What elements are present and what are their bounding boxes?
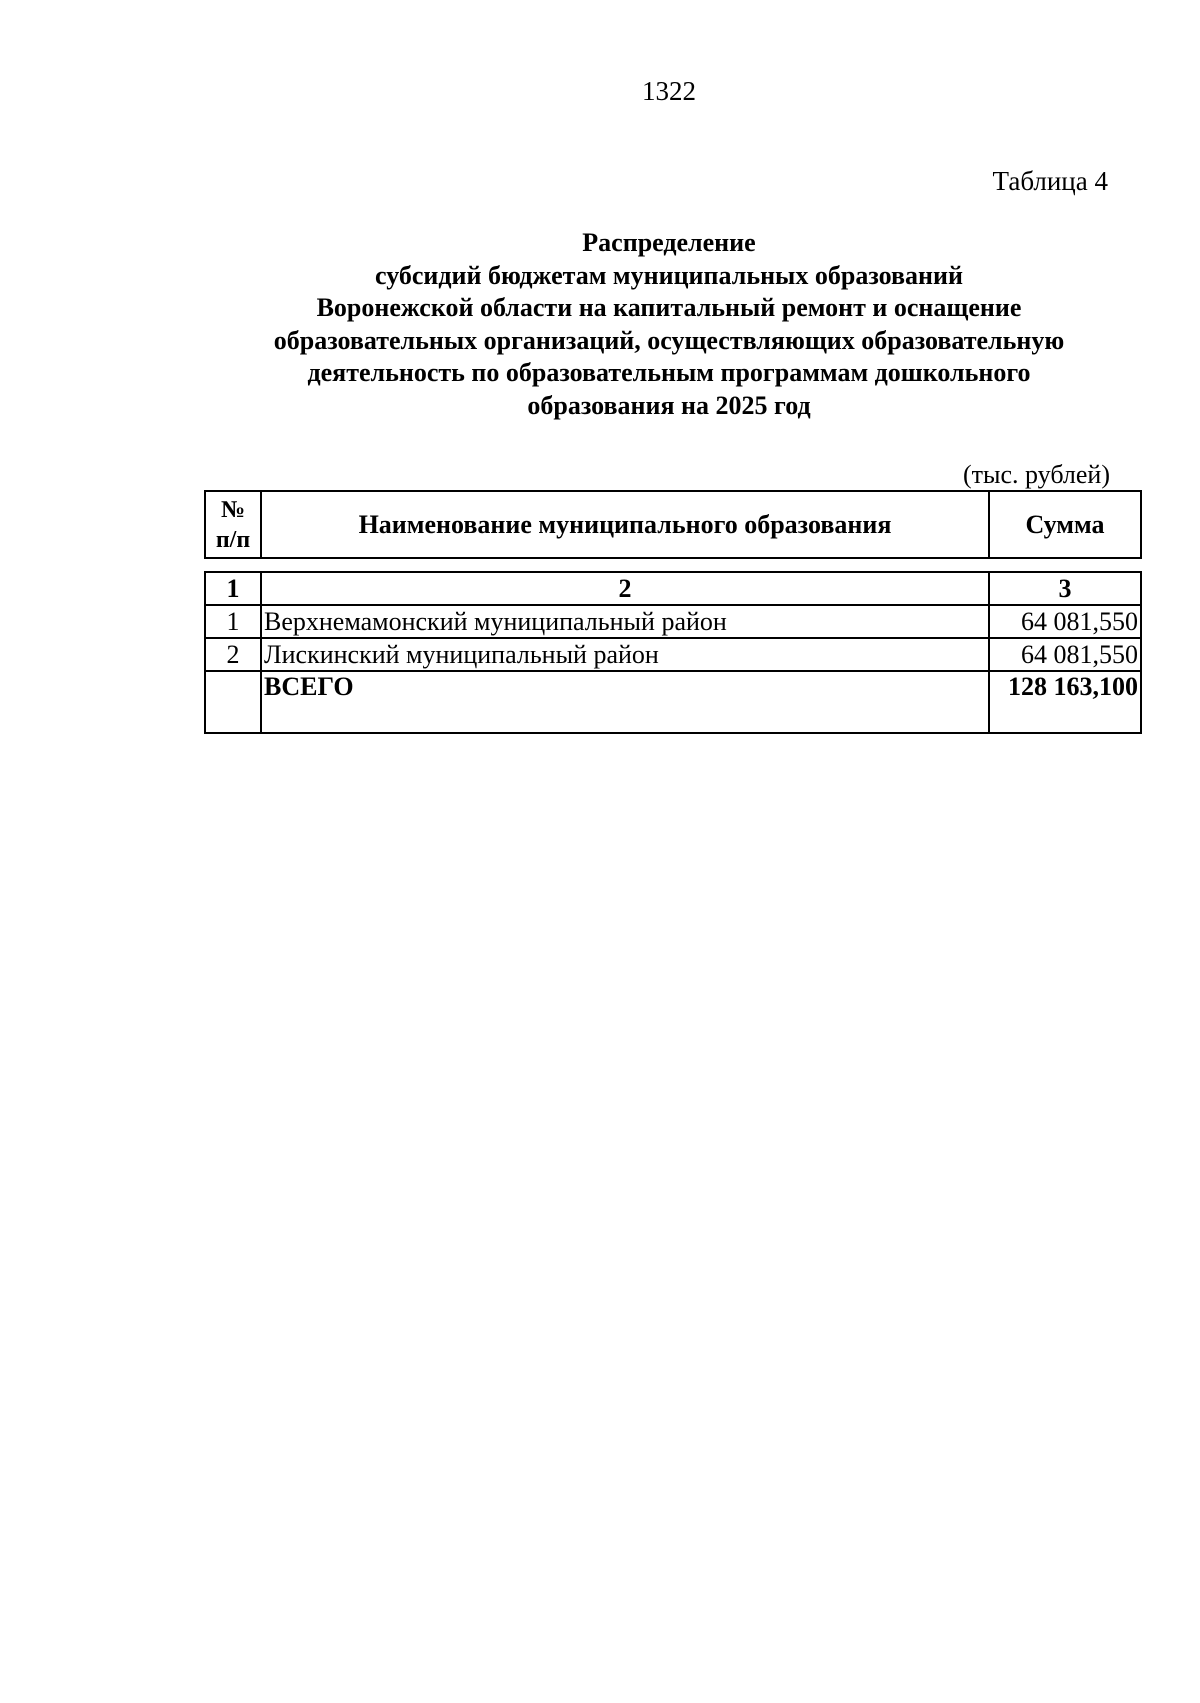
column-number: 3 — [989, 572, 1141, 605]
total-label: ВСЕГО — [261, 671, 989, 733]
table-row — [205, 605, 1141, 638]
title-line: образования на 2025 год — [527, 390, 811, 420]
total-sum: 128 163,100 — [989, 671, 1141, 733]
column-number: 1 — [205, 572, 261, 605]
row-name: Лискинский муниципальный район — [261, 638, 989, 671]
page-number: 1322 — [642, 76, 696, 106]
row-number: 1 — [205, 605, 261, 638]
column-number: 2 — [261, 572, 989, 605]
row-number: 2 — [205, 638, 261, 671]
header-number-abbr: п/п — [215, 526, 251, 553]
table-body — [204, 571, 1142, 734]
title-line: субсидий бюджетам муниципальных образований — [375, 260, 963, 290]
header-name: Наименование муниципального образования — [261, 491, 989, 558]
title-line: деятельность по образовательным программам дошкольного — [307, 358, 1031, 387]
table-header — [204, 490, 1142, 559]
units-label: (тыс. рублей) — [962, 460, 1110, 489]
title-line: Распределение — [582, 228, 756, 257]
total-row — [205, 671, 1141, 733]
title-line: образовательных организаций, осуществляющих образовательную — [273, 325, 1065, 355]
header-sum: Сумма — [989, 491, 1141, 558]
row-sum: 64 081,550 — [989, 638, 1141, 671]
header-number-symbol: № — [220, 496, 246, 523]
table-label: Таблица 4 — [992, 166, 1108, 196]
header-row — [205, 491, 1141, 558]
title-line: Воронежской области на капитальный ремонт и оснащение — [316, 293, 1022, 322]
total-number — [205, 671, 261, 733]
row-sum: 64 081,550 — [989, 605, 1141, 638]
document-title — [140, 227, 1198, 422]
column-numbers-row — [205, 572, 1141, 605]
table-row — [205, 638, 1141, 671]
header-number — [205, 491, 261, 558]
row-name: Верхнемамонский муниципальный район — [261, 605, 989, 638]
